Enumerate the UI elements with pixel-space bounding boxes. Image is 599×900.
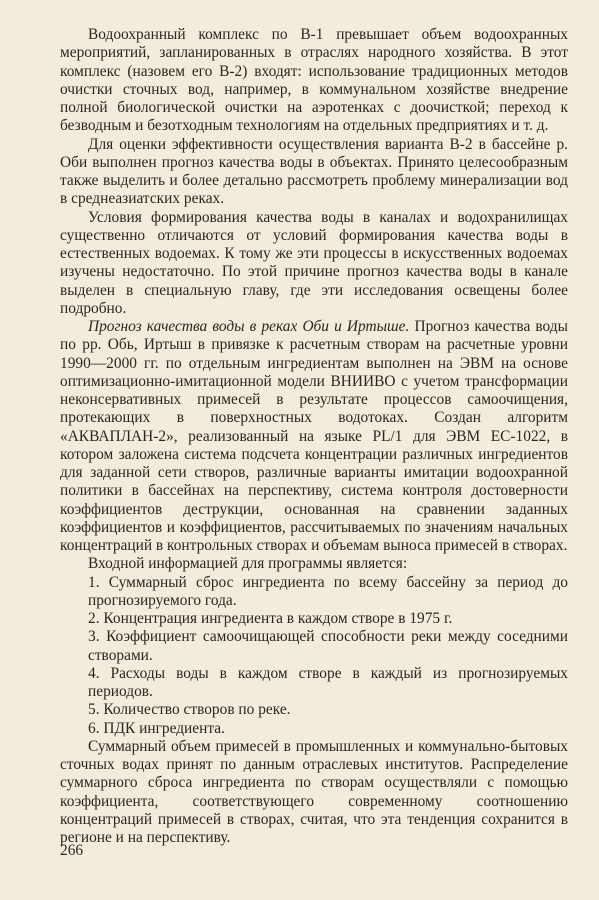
list-item: 3. Коэффициент самоочищающей способности реки между соседними створами. xyxy=(88,628,568,664)
paragraph: Входной информацией для программы является: xyxy=(88,555,408,573)
list-item: 5. Количество створов по реке. xyxy=(88,701,291,719)
paragraph: Для оценки эффективности осуществления варианта В-2 в бассейне р. Оби выполнен прогноз качества воды в объектах. Принято целесообразным также выделить и более детально рассмотреть проблему минерализации вод в среднеазиатских реках. xyxy=(60,135,568,208)
list-item: 4. Расходы воды в каждом створе в каждый из прогнозируемых периодов. xyxy=(88,664,568,700)
body-text xyxy=(60,26,568,847)
list-item: 2. Концентрация ингредиента в каждом створе в 1975 г. xyxy=(88,610,453,627)
paragraph: Водоохранный комплекс по В-1 превышает объем водоохранных мероприятий, запланированных в отраслях народного хозяйства. В этот комплекс (назовем его В-2) входят: использование традиционных методов очистки сточных вод, например, в коммунальном хозяйстве внедрение полной биологической очистки на аэротенках с доочисткой; переход к безводным и безотходным технологиям на отдельных предприятиях и т. д. xyxy=(60,26,568,135)
paragraph: Прогноз качества воды в реках Оби и Иртыше. Прогноз качества воды по рр. Обь, Иртыш в привязке к расчетным створам на расчетные уровни 1990—2000 гг. по отдельным ингредиентам выполнен на ЭВМ на основе оптимизационно-имитационной модели ВНИИВО с учетом трансформации неконсервативных примесей в результате процессов самоочищения, протекающих в поверхностных водотоках. Создан алгоритм «АКВАПЛАН-2», реализованный на языке PL/1 для ЭВМ ЕС-1022, в котором заложена система подсчета концентрации различных ингредиентов для заданной сети створов, различные варианты имитации водоохранной политики в бассейнах на перспективу, система контроля достоверности коэффициентов деструкции, основанная на сравнении заданных коэффициентов и коэффициентов, рассчитываемых по значениям начальных концентраций в контрольных створах и объемам выноса примесей в створах. xyxy=(60,318,568,554)
closing-paragraph: Суммарный объем примесей в промышленных и коммунально-бытовых сточных водах принят по данным отраслевых институтов. Распределение суммарного сброса ингредиента по створам осуществляли с помощью коэффициента, соответствующего современному соотношению концентраций примесей в створах, считая, что эта тенденция сохранится в регионе и на перспективу. xyxy=(60,737,568,846)
paragraph: Условия формирования качества воды в каналах и водохранилищах существенно отличаются от условий формирования качества воды в естественных водоемах. К тому же эти процессы в искусственных водоемах изучены недостаточно. По этой причине прогноз качества воды в канале выделен в специальную главу, где эти исследования освещены более подробно. xyxy=(60,208,568,317)
page-number: 266 xyxy=(60,842,84,859)
section-lead: Прогноз качества воды в реках Оби и Иртыше. xyxy=(88,318,410,335)
list-item: 6. ПДК ингредиента. xyxy=(88,719,225,737)
list-item: 1. Суммарный сброс ингредиента по всему бассейну за период до прогнозируемого года. xyxy=(88,573,568,609)
